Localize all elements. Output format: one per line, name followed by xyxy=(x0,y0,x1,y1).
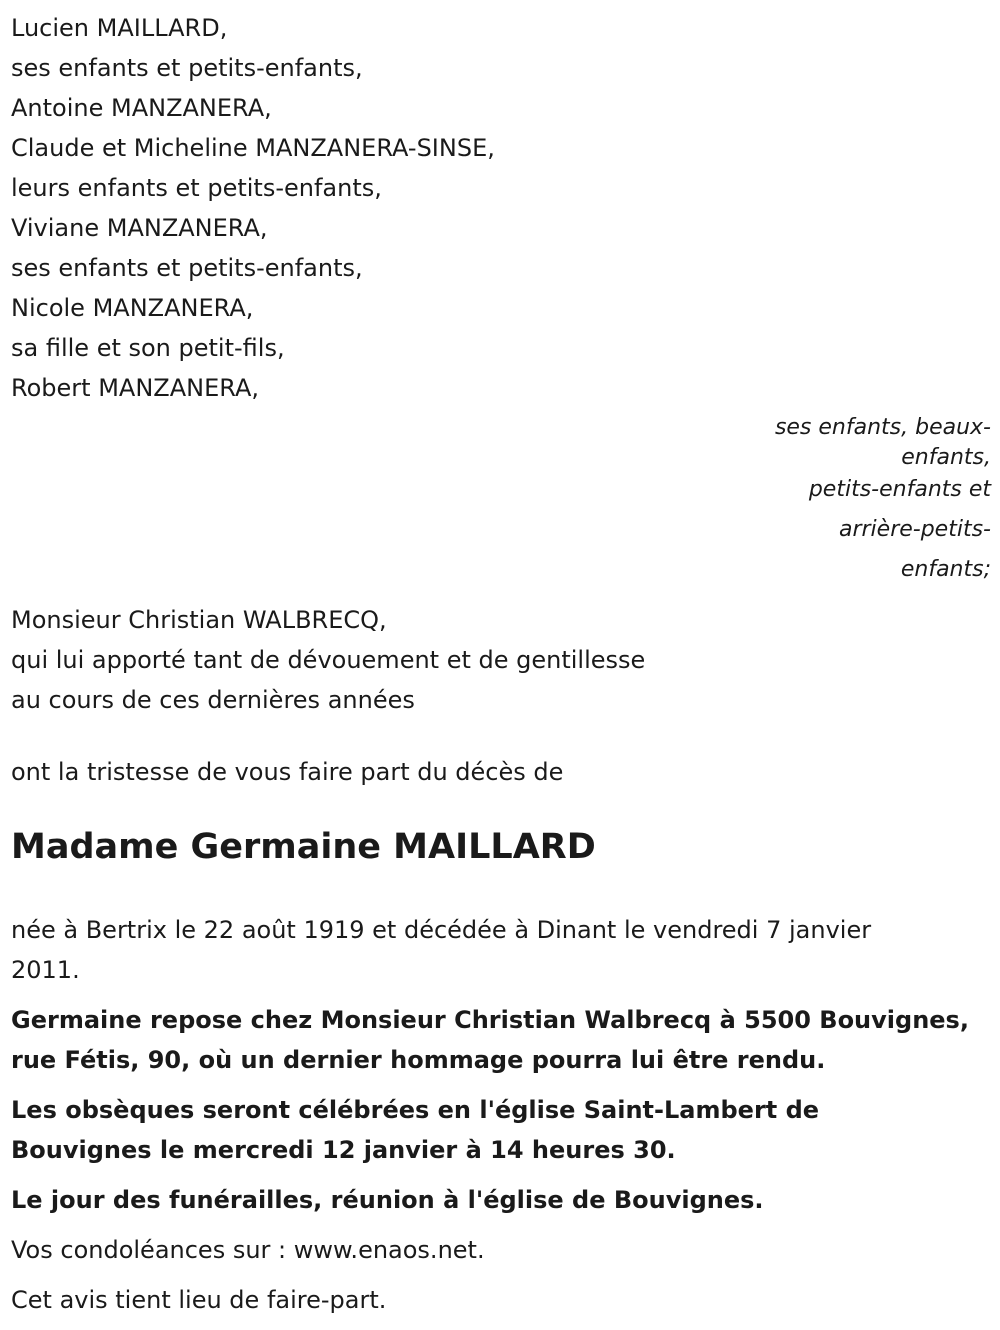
family-line-7: ses enfants et petits-enfants, xyxy=(11,254,363,282)
descendants-line-5: enfants; xyxy=(900,557,991,582)
obituary-notice xyxy=(11,8,991,1330)
birth-death-line-1: née à Bertrix le 22 août 1919 et décédée à Dinant le vendredi 7 janvier xyxy=(11,916,872,944)
family-line-10: Robert MANZANERA, xyxy=(11,374,259,402)
details-section xyxy=(11,910,991,1320)
carer-line-3: au cours de ces dernières années xyxy=(11,686,415,714)
notice-paragraph: Cet avis tient lieu de faire-part. xyxy=(11,1286,387,1314)
family-line-8: Nicole MANZANERA, xyxy=(11,294,254,322)
repose-line-1: Germaine repose chez Monsieur Christian Walbrecq à 5500 Bouvignes, xyxy=(11,1006,969,1034)
descendants-line-3: petits-enfants et xyxy=(808,477,991,502)
funeral-line-1: Les obsèques seront célébrées en l'église Saint-Lambert de xyxy=(11,1096,820,1124)
robert-descendants xyxy=(11,408,991,590)
meeting-paragraph: Le jour des funérailles, réunion à l'église de Bouvignes. xyxy=(11,1186,764,1214)
funeral-line-2: Bouvignes le mercredi 12 janvier à 14 heures 30. xyxy=(11,1136,676,1164)
family-list xyxy=(11,8,991,408)
birth-death-paragraph xyxy=(11,910,991,990)
descendants-line-1: ses enfants, beaux- xyxy=(774,415,991,440)
family-line-6: Viviane MANZANERA, xyxy=(11,214,268,242)
family-line-5: leurs enfants et petits-enfants, xyxy=(11,174,382,202)
family-line-2: ses enfants et petits-enfants, xyxy=(11,54,363,82)
funeral-paragraph xyxy=(11,1090,991,1170)
family-line-1: Lucien MAILLARD, xyxy=(11,14,228,42)
descendants-line-2: enfants, xyxy=(901,445,991,470)
carer-section xyxy=(11,600,991,720)
announcement: ont la tristesse de vous faire part du décès de xyxy=(11,758,564,786)
family-line-9: sa fille et son petit-fils, xyxy=(11,334,285,362)
repose-line-2: rue Fétis, 90, où un dernier hommage pourra lui être rendu. xyxy=(11,1046,826,1074)
deceased-name: Madame Germaine MAILLARD xyxy=(11,827,596,867)
descendants-line-4: arrière-petits- xyxy=(838,517,991,542)
family-line-3: Antoine MANZANERA, xyxy=(11,94,272,122)
carer-line-1: Monsieur Christian WALBRECQ, xyxy=(11,606,387,634)
family-line-4: Claude et Micheline MANZANERA-SINSE, xyxy=(11,134,495,162)
condolences-paragraph: Vos condoléances sur : www.enaos.net. xyxy=(11,1236,485,1264)
birth-death-line-2: 2011. xyxy=(11,956,80,984)
carer-line-2: qui lui apporté tant de dévouement et de gentillesse xyxy=(11,646,646,674)
repose-paragraph xyxy=(11,1000,991,1080)
